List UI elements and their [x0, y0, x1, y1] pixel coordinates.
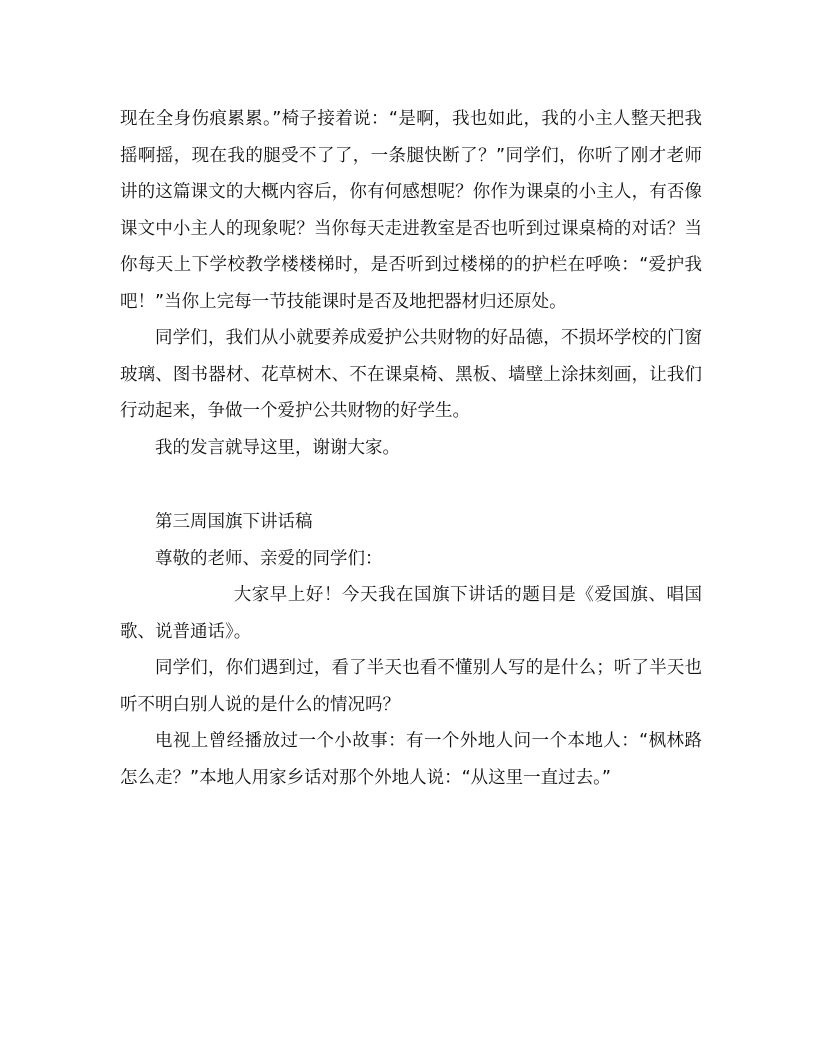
paragraph-question: 同学们，你们遇到过，看了半天也看不懂别人写的是什么；听了半天也听不明白别人说的是什么的情况吗？ [120, 658, 702, 715]
paragraph-greeting: 大家早上好！今天我在国旗下讲话的题目是《爱国旗、唱国歌、说普通话》。 [120, 585, 702, 642]
paragraph-story: 电视上曾经播放过一个小故事：有一个外地人问一个本地人：“枫林路怎么走？”本地人用家乡话对那个外地人说：“从这里一直过去。” [120, 731, 702, 788]
paragraph-story-ending: 现在全身伤痕累累。”椅子接着说：“是啊，我也如此，我的小主人整天把我摇啊摇，现在我的腿受不了了，一条腿快断了？”同学们，你听了刚才老师讲的这篇课文的大概内容后，你有何感想呢？你作为课桌的小主人，有否像课文中小主人的现象呢？当你每天走进教室是否也听到过课桌椅的对话？当你每天上下学校教学楼楼梯时，是否听到过楼梯的的护栏在呼唤：“爱护我吧！”当你上完每一节技能课时是否及地把器材归还原处。 [120, 109, 702, 312]
document-body [120, 101, 702, 796]
paragraph-closing: 我的发言就导这里，谢谢大家。 [155, 437, 400, 458]
section-heading: 第三周国旗下讲话稿 [155, 512, 313, 532]
paragraph-call-to-action: 同学们，我们从小就要养成爱护公共财物的好品德，不损坏学校的门窗玻璃、图书器材、花草树木、不在课桌椅、黑板、墙壁上涂抹刻画，让我们行动起来，争做一个爱护公共财物的好学生。 [120, 328, 702, 421]
salutation: 尊敬的老师、亲爱的同学们： [155, 548, 383, 569]
